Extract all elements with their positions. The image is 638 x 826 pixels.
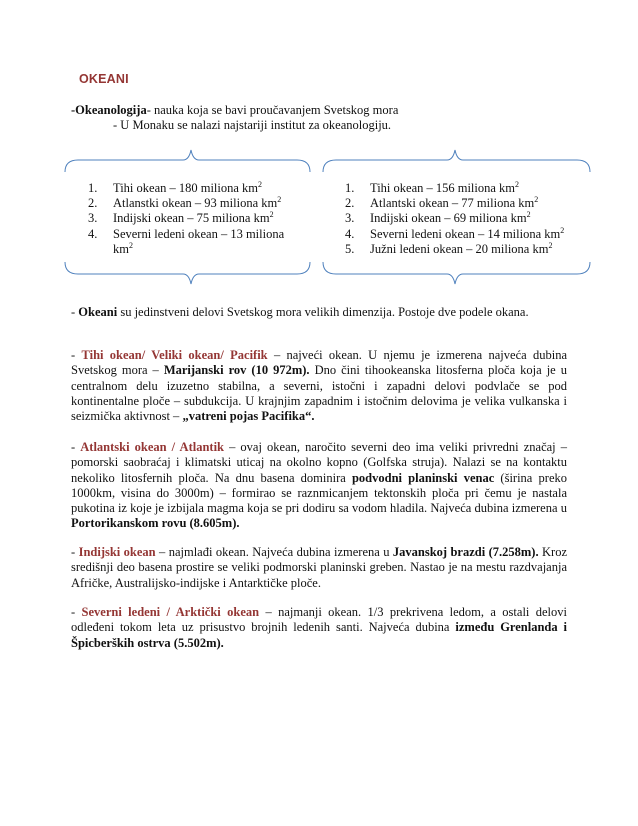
page-heading: OKEANI <box>79 72 129 86</box>
list-item: 3. Indijski okean – 69 miliona $km^2$ <box>345 210 531 226</box>
paragraph-tihi-okean: - Tihi okean/ Veliki okean/ Pacifik – najveći okean. U njemu je izmerena najveća dubina Svetskog mora – Marijanski rov (10 972m). Dno čini tihookeanska litosferna ploča koja je u centralnom delu izuzetno stabilna, a severni, istočni i zapadni delovi podvlače se pod kontinentalne ploče – subdukcija. U krajnjim zapadnim i istočnim delovima je velika vulkanska i seizmička aktivnost – „vatreni pojas Pacifika“. <box>71 348 567 424</box>
list-item: 1. Tihi okean – 156 miliona $km^2$ <box>345 180 520 195</box>
list-item: 3. Indijski okean – 75 miliona $km^2$ <box>88 210 274 226</box>
list-item: 5. Južni ledeni okean – 20 miliona $km^2$ <box>345 240 553 256</box>
curly-brace-bottom-right <box>0 0 638 300</box>
list-item: 4. Severni ledeni okean – 13 miliona $km^2$ <box>88 226 285 256</box>
okeani-paragraph: - Okeani su jedinstveni delovi Svetskog mora velikih dimenzija. Postoje dve podele okana. <box>71 305 529 319</box>
list-item: 1. Tihi okean – 180 miliona $km^2$ <box>88 180 263 195</box>
list-item: 2. Atlanstki okean – 93 miliona $km^2$ <box>88 195 282 211</box>
paragraph-indijski-okean: - Indijski okean – najmlađi okean. Najveća dubina izmerena u Javanskoj brazdi (7.258m). Kroz središnji deo basena prostire se veliki podmorski planinski greben. Nastao je na mestu razdvajanja Afričke, Australijsko-indijske i Antarktičke ploče. <box>71 545 567 590</box>
intro-term: -Okeanologija <box>71 103 147 117</box>
intro-note: - U Monaku se nalazi najstariji institut za okeanologiju. <box>113 118 392 132</box>
paragraph-atlantski-okean: - Atlantski okean / Atlantik – ovaj okean, naročito severni deo ima veliki privredni značaj – pomorski saobraćaj i klimatski uticaj na okolno kopno (Golfska struja). Nalazi se na kontaktu nekoliko litosfernih ploča. Na dnu basena dominira podvodni planinski venac (širina preko 1000km, visina do 3000m) – formirao se raznmicanjem tektonskih ploča pri čemu je nastala pukotina iz koje je izbijala magma koja se pri dodiru sa vodom hladila. Najveća dubina izmerena u Portorikanskom rovu (8.605m). <box>71 440 567 531</box>
paragraph-arkticki-okean: - Severni ledeni / Arktički okean – najmanji okean. 1/3 prekrivena ledom, a ostali delovi odleđeni tokom leta uz prisustvo brojnih ledenih santi. Najveća dubina između Grenlanda i Špicberških ostrva (5.502m). <box>71 605 567 650</box>
list-item: 2. Atlantski okean – 77 miliona $km^2$ <box>345 195 539 211</box>
intro-definition: - nauka koja se bavi proučavanjem Svetskog mora <box>146 103 399 117</box>
list-item: 4. Severni ledeni okean – 14 miliona $km^2$ <box>345 225 565 241</box>
